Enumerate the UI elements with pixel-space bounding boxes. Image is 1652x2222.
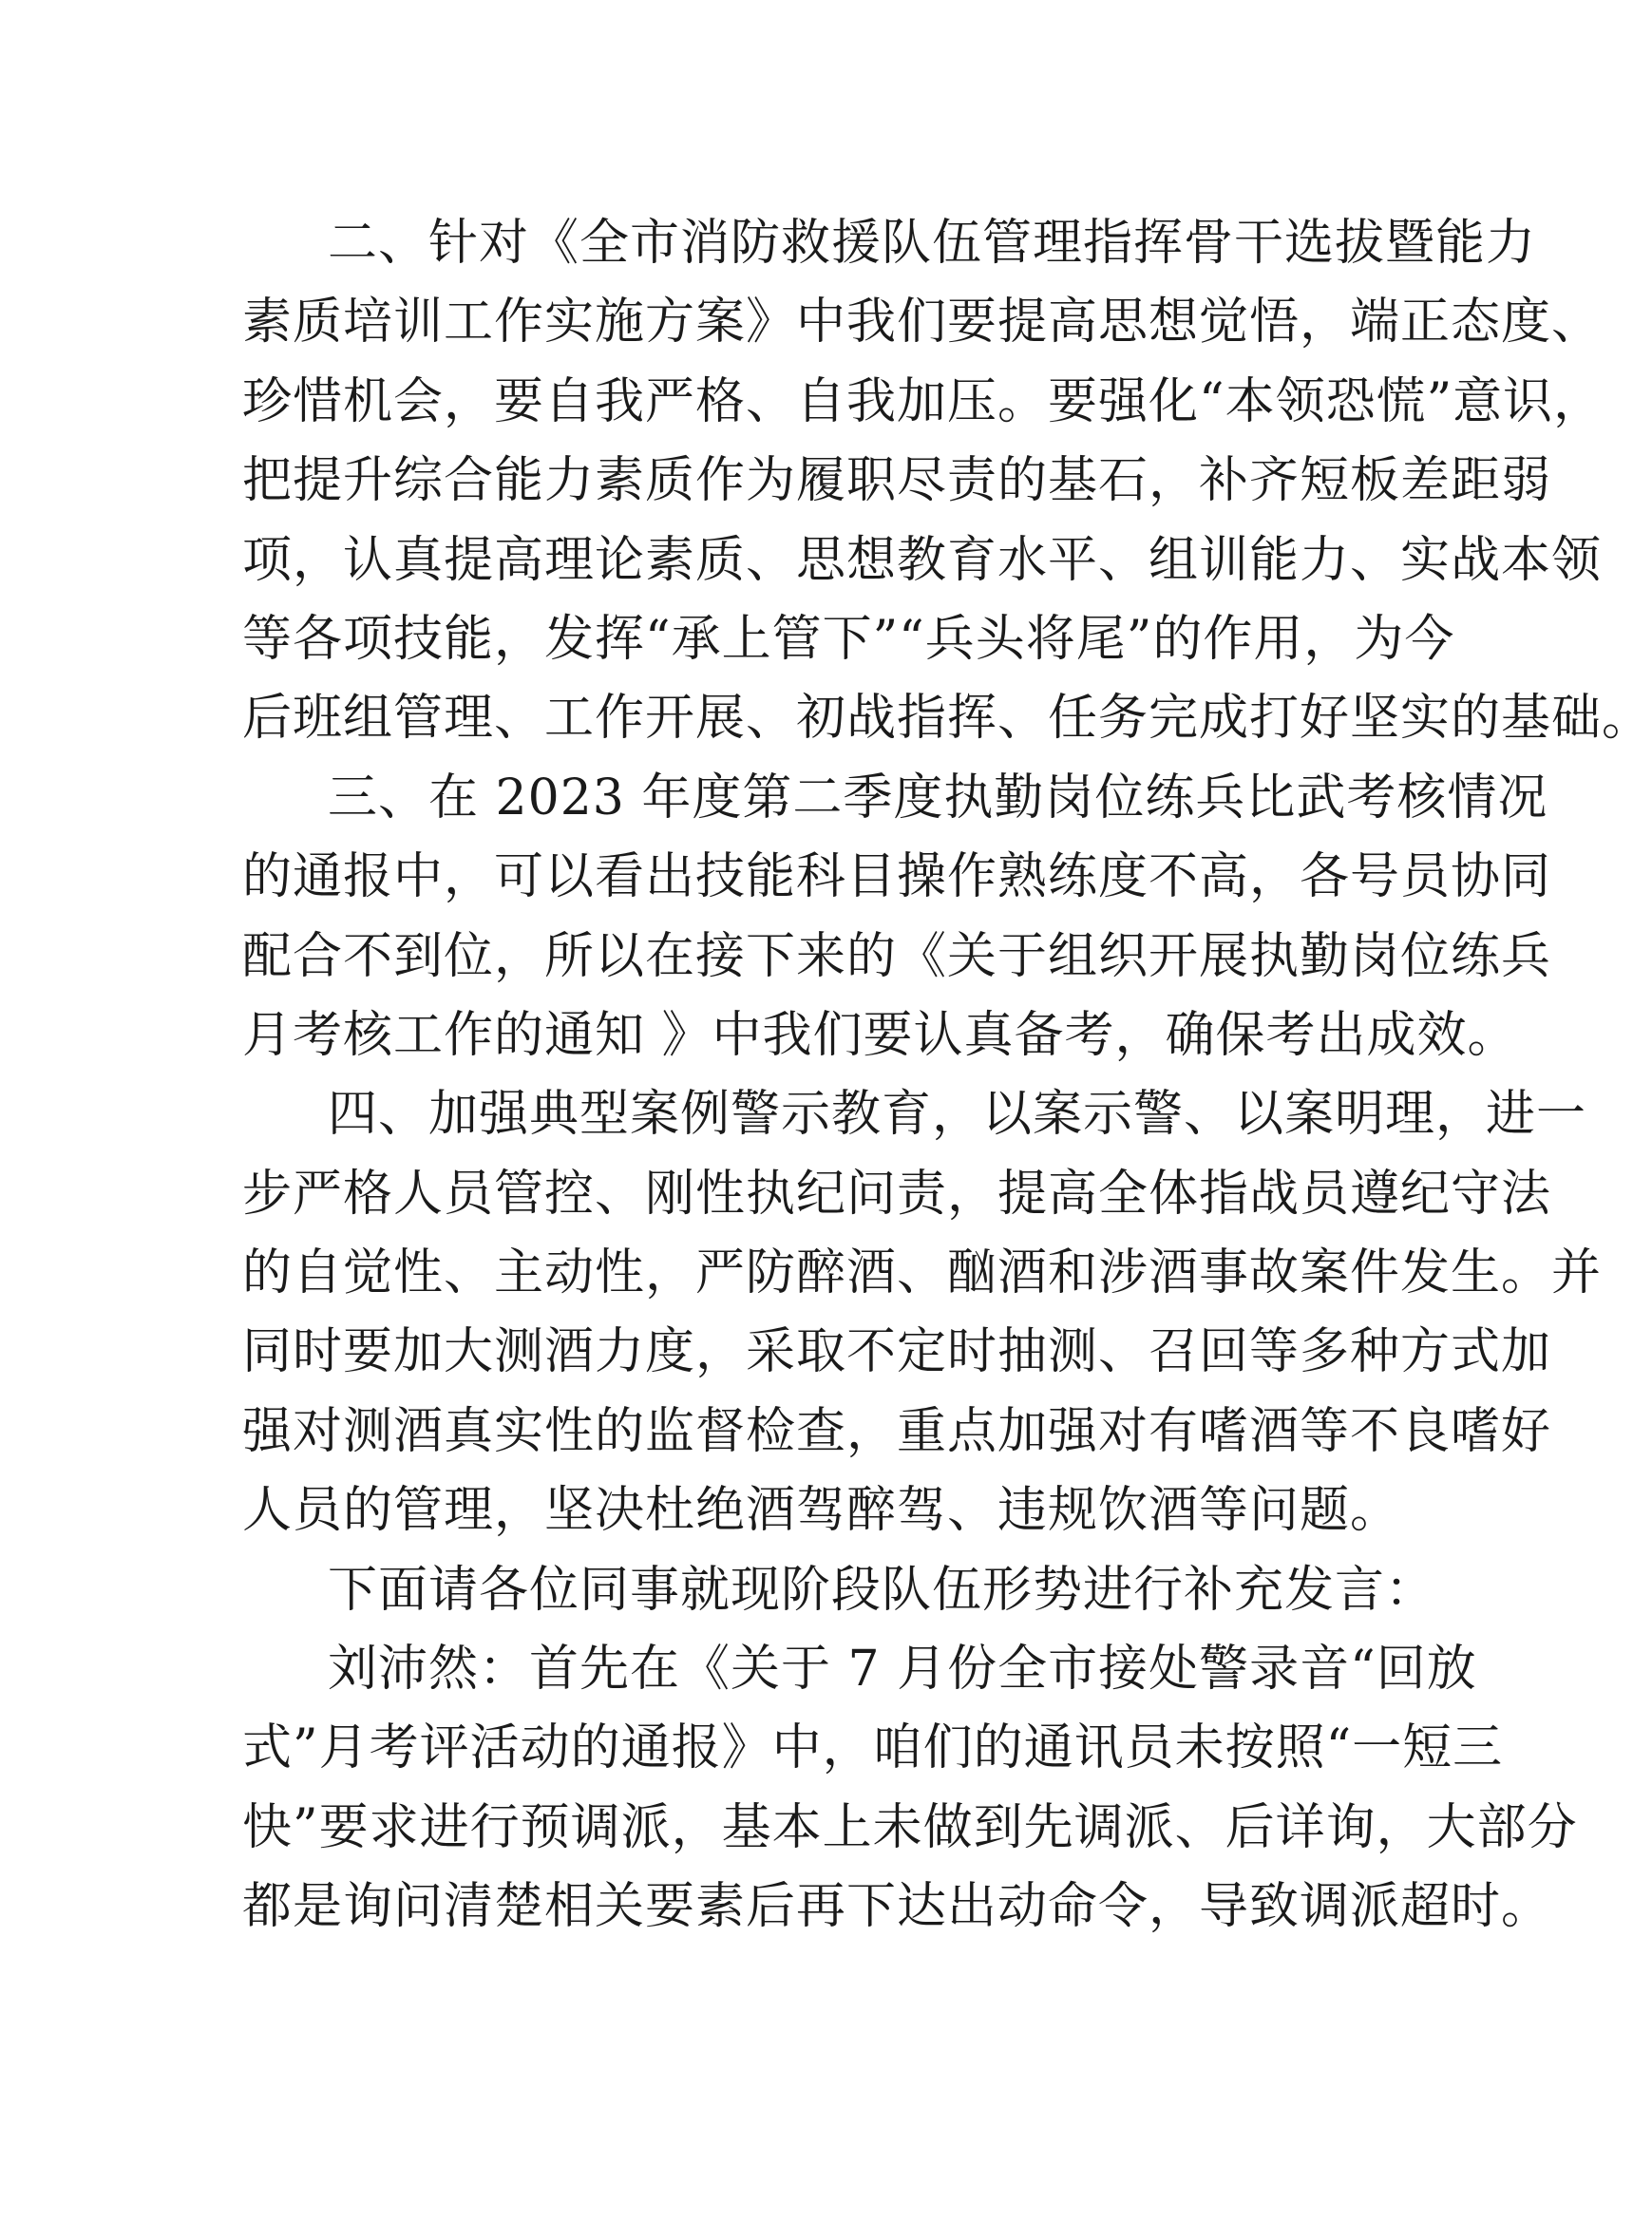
text-line: 配合不到位，所以在接下来的《关于组织开展执勤岗位练兵 (242, 927, 1552, 985)
text-line: 项，认真提高理论素质、思想教育水平、组训能力、实战本领 (242, 531, 1603, 589)
text-line: 都是询问清楚相关要素后再下达出动命令，导致调派超时。 (242, 1878, 1552, 1936)
text-line: 四、加强典型案例警示教育，以案示警、以案明理，进一 (328, 1086, 1587, 1144)
text-line: 月考核工作的通知 》中我们要认真备考，确保考出成效。 (242, 1006, 1518, 1064)
text-line: 素质培训工作实施方案》中我们要提高思想觉悟，端正态度、 (242, 294, 1603, 351)
text-line: 珍惜机会，要自我严格、自我加压。要强化“本领恐慌”意识， (242, 372, 1605, 430)
text-line: 把提升综合能力素质作为履职尽责的基石，补齐短板差距弱 (242, 452, 1552, 510)
text-line: 的通报中，可以看出技能科目操作熟练度不高，各号员协同 (242, 848, 1552, 906)
text-line: 步严格人员管控、刚性执纪问责，提高全体指战员遵纪守法 (242, 1165, 1552, 1223)
text-line: 快”要求进行预调派，基本上未做到先调派、后详询，大部分 (242, 1798, 1578, 1856)
text-line: 二、针对《全市消防救援队伍管理指挥骨干选拔暨能力 (328, 215, 1537, 272)
text-line: 后班组管理、工作开展、初战指挥、任务完成打好坚实的基础。 (242, 690, 1652, 748)
text-line: 下面请各位同事就现阶段队伍形势进行补充发言： (328, 1561, 1436, 1619)
text-line: 等各项技能，发挥“承上管下”“兵头将尾”的作用，为今 (242, 610, 1455, 668)
text-line: 式”月考评活动的通报》中，咱们的通讯员未按照“一短三 (242, 1719, 1504, 1777)
text-line: 三、在 2023 年度第二季度执勤岗位练兵比武考核情况 (328, 769, 1548, 826)
text-line: 强对测酒真实性的监督检查，重点加强对有嗜酒等不良嗜好 (242, 1402, 1552, 1460)
text-line: 的自觉性、主动性，严防醉酒、酗酒和涉酒事故案件发生。并 (242, 1244, 1603, 1302)
document-body (242, 204, 1652, 1947)
text-line: 刘沛然：首先在《关于 7 月份全市接处警录音“回放 (328, 1641, 1477, 1699)
text-line: 人员的管理，坚决杜绝酒驾醉驾、违规饮酒等问题。 (242, 1482, 1401, 1540)
text-line: 同时要加大测酒力度，采取不定时抽测、召回等多种方式加 (242, 1323, 1552, 1381)
